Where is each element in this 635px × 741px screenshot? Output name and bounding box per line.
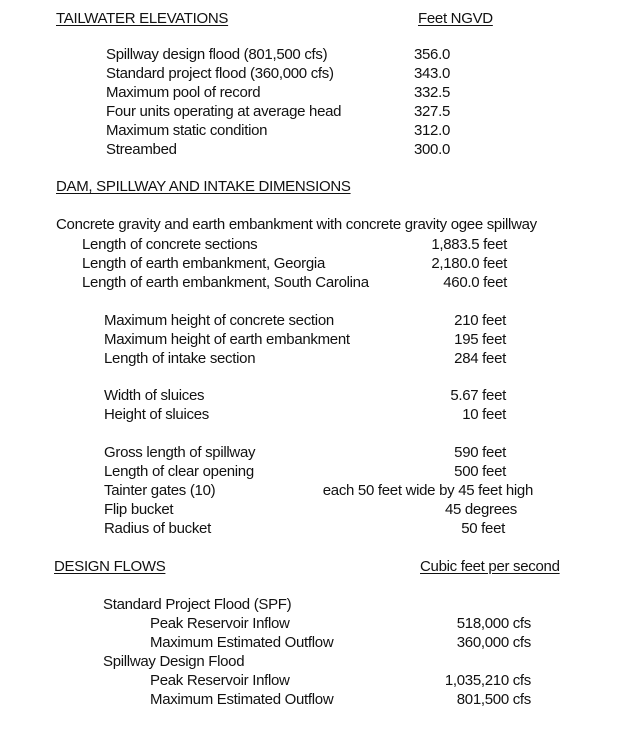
- tailwater-label: Streambed: [106, 141, 177, 158]
- flow-label: Maximum Estimated Outflow: [150, 634, 334, 651]
- sdf-label: Spillway Design Flood: [103, 653, 245, 670]
- flows-unit-header: Cubic feet per second: [420, 558, 560, 575]
- flow-label: Peak Reservoir Inflow: [150, 672, 290, 689]
- tailwater-label: Spillway design flood (801,500 cfs): [106, 46, 328, 63]
- flow-label: Peak Reservoir Inflow: [150, 615, 290, 632]
- dam-value: 460.0 feet: [443, 274, 507, 291]
- flow-value: 518,000 cfs: [456, 615, 531, 632]
- tailwater-label: Maximum static condition: [106, 122, 268, 139]
- dam-value: 500 feet: [454, 463, 506, 480]
- tailwater-value: 312.0: [413, 122, 450, 139]
- tailwater-label: Four units operating at average head: [106, 103, 342, 120]
- dam-heading: DAM, SPILLWAY AND INTAKE DIMENSIONS: [56, 178, 351, 195]
- tailwater-value: 343.0: [413, 65, 450, 82]
- tailwater-value: 356.0: [413, 46, 450, 63]
- dam-label: Length of concrete sections: [82, 236, 258, 253]
- dam-value: 284 feet: [454, 350, 506, 367]
- dam-label: Radius of bucket: [104, 520, 211, 537]
- dam-label: Width of sluices: [104, 387, 205, 404]
- flows-heading: DESIGN FLOWS: [54, 558, 166, 575]
- tailwater-label: Maximum pool of record: [106, 84, 261, 101]
- dam-value: each 50 feet wide by 45 feet high: [322, 482, 533, 499]
- flow-value: 360,000 cfs: [456, 634, 531, 651]
- dam-label: Length of clear opening: [104, 463, 254, 480]
- dam-value: 590 feet: [454, 444, 506, 461]
- tailwater-unit-header: Feet NGVD: [418, 10, 493, 27]
- dam-label: Maximum height of concrete section: [104, 312, 334, 329]
- dam-label: Length of earth embankment, South Carolina: [82, 274, 369, 291]
- dam-value: 1,883.5 feet: [431, 236, 507, 253]
- tailwater-value: 332.5: [413, 84, 450, 101]
- flow-value: 801,500 cfs: [456, 691, 531, 708]
- dam-description: Concrete gravity and earth embankment with concrete gravity ogee spillway: [56, 216, 537, 233]
- dam-label: Flip bucket: [104, 501, 174, 518]
- dam-value: 10 feet: [462, 406, 506, 423]
- flow-value: 1,035,210 cfs: [444, 672, 531, 689]
- dam-label: Length of earth embankment, Georgia: [82, 255, 325, 272]
- dam-value: 50 feet: [461, 520, 505, 537]
- dam-label: Maximum height of earth embankment: [104, 331, 350, 348]
- dam-value: 210 feet: [454, 312, 506, 329]
- dam-value: 45 degrees: [444, 501, 517, 518]
- tailwater-value: 327.5: [413, 103, 450, 120]
- tailwater-value: 300.0: [413, 141, 450, 158]
- dam-value: 195 feet: [454, 331, 506, 348]
- dam-value: 2,180.0 feet: [431, 255, 507, 272]
- dam-label: Height of sluices: [104, 406, 209, 423]
- dam-label: Length of intake section: [104, 350, 256, 367]
- dam-label: Gross length of spillway: [104, 444, 256, 461]
- dam-label: Tainter gates (10): [104, 482, 216, 499]
- spf-label: Standard Project Flood (SPF): [103, 596, 292, 613]
- dam-value: 5.67 feet: [450, 387, 506, 404]
- tailwater-label: Standard project flood (360,000 cfs): [106, 65, 334, 82]
- tailwater-heading: TAILWATER ELEVATIONS: [56, 10, 229, 27]
- flow-label: Maximum Estimated Outflow: [150, 691, 334, 708]
